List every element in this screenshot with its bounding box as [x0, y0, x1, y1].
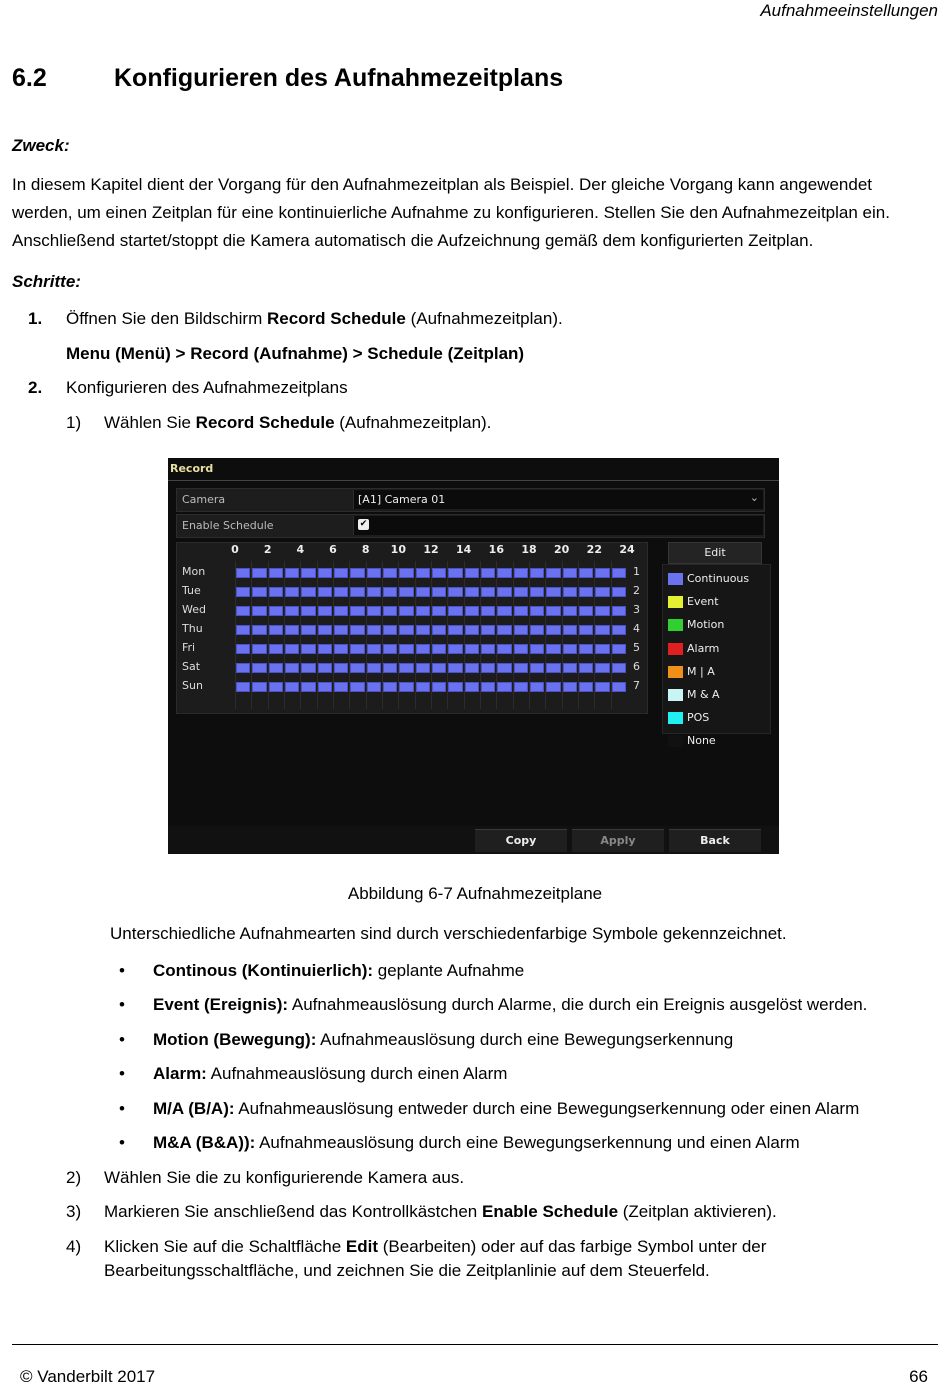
bullet-item: [153, 1099, 859, 1119]
schedule-slot-continuous[interactable]: [448, 625, 462, 635]
schedule-slot-continuous[interactable]: [497, 606, 511, 616]
hour-label: 8: [361, 543, 370, 556]
camera-label: Camera: [182, 493, 226, 506]
schedule-slot-continuous[interactable]: [236, 644, 250, 654]
schedule-slot-continuous[interactable]: [465, 587, 479, 597]
schedule-slot-continuous[interactable]: [497, 644, 511, 654]
enable-schedule-checkbox[interactable]: ✔: [359, 519, 368, 529]
schedule-slot-continuous[interactable]: [497, 682, 511, 692]
bullet-term: Continous (Kontinuierlich):: [153, 961, 374, 980]
schedule-slot-continuous[interactable]: [318, 663, 332, 673]
schedule-slot-continuous[interactable]: [612, 663, 626, 673]
schedule-slot-continuous[interactable]: [318, 587, 332, 597]
bullet-description: Aufnahmeauslösung durch einen Alarm: [206, 1064, 508, 1084]
schedule-slot-continuous[interactable]: [236, 682, 250, 692]
schedule-slot-continuous[interactable]: [236, 568, 250, 578]
enable-schedule-label: Enable Schedule: [182, 519, 274, 532]
schedule-slot-continuous[interactable]: [432, 587, 446, 597]
schedule-slot-continuous[interactable]: [252, 644, 266, 654]
bullet-item: [153, 1064, 507, 1084]
schedule-slot-continuous[interactable]: [383, 625, 397, 635]
chevron-down-icon: ⌄: [749, 491, 759, 504]
schedule-slot-continuous[interactable]: [416, 587, 430, 597]
schedule-slot-continuous[interactable]: [269, 587, 283, 597]
schedule-slot-continuous[interactable]: [563, 644, 577, 654]
copy-button[interactable]: Copy: [475, 829, 567, 852]
schedule-slot-continuous[interactable]: [563, 663, 577, 673]
schedule-slot-continuous[interactable]: [481, 568, 495, 578]
schedule-slot-continuous[interactable]: [465, 644, 479, 654]
bullet-item: [153, 961, 524, 981]
step-2-text: Konfigurieren des Aufnahmezeitplans: [66, 378, 348, 397]
schedule-slot-continuous[interactable]: [481, 663, 495, 673]
schedule-slot-continuous[interactable]: [269, 568, 283, 578]
schedule-slot-continuous[interactable]: [334, 682, 348, 692]
schedule-slot-continuous[interactable]: [432, 606, 446, 616]
schedule-slot-continuous[interactable]: [481, 644, 495, 654]
hour-label: 2: [263, 543, 272, 556]
step-2-number: 2.: [28, 378, 43, 397]
substep-2-text: Wählen Sie die zu konfigurierende Kamera aus.: [104, 1168, 465, 1187]
schedule-slot-continuous[interactable]: [579, 663, 593, 673]
day-index: 1: [633, 565, 640, 578]
bullet-icon: •: [119, 1098, 125, 1118]
bullet-term: M&A (B&A)):: [153, 1133, 256, 1152]
schedule-slot-continuous[interactable]: [350, 644, 364, 654]
schedule-slot-continuous[interactable]: [612, 644, 626, 654]
legend-swatch: [668, 666, 683, 678]
schedule-slot-continuous[interactable]: [301, 625, 315, 635]
schedule-slot-continuous[interactable]: [269, 644, 283, 654]
substep-1-text: [104, 413, 491, 433]
schedule-slot-continuous[interactable]: [481, 606, 495, 616]
schedule-slot-continuous[interactable]: [252, 663, 266, 673]
legend-label: POS: [687, 711, 710, 725]
schedule-slot-continuous[interactable]: [383, 663, 397, 673]
schedule-slot-continuous[interactable]: [563, 625, 577, 635]
substep-1-post: (Aufnahmezeitplan).: [334, 413, 492, 432]
schedule-slot-continuous[interactable]: [612, 587, 626, 597]
schedule-slot-continuous[interactable]: [236, 606, 250, 616]
footer-divider: [12, 1344, 938, 1345]
legend-swatch: [668, 643, 683, 655]
bullet-description: Aufnahmeauslösung durch Alarme, die durch ein Ereignis ausgelöst werden.: [288, 995, 868, 1015]
bullet-description: Aufnahmeauslösung durch eine Bewegungserkennung und einen Alarm: [255, 1133, 800, 1152]
schedule-slot-continuous[interactable]: [350, 587, 364, 597]
schedule-slot-continuous[interactable]: [546, 644, 560, 654]
schedule-slot-continuous[interactable]: [595, 682, 609, 692]
day-label: Thu: [182, 622, 203, 635]
page-number: 66: [909, 1367, 928, 1386]
schedule-slot-continuous[interactable]: [530, 568, 544, 578]
schedule-slot-continuous[interactable]: [350, 682, 364, 692]
schedule-slot-continuous[interactable]: [367, 606, 381, 616]
schedule-slot-continuous[interactable]: [530, 663, 544, 673]
schedule-slot-continuous[interactable]: [252, 587, 266, 597]
schedule-slot-continuous[interactable]: [367, 568, 381, 578]
schedule-slot-continuous[interactable]: [285, 606, 299, 616]
schedule-slot-continuous[interactable]: [367, 663, 381, 673]
schedule-slot-continuous[interactable]: [301, 568, 315, 578]
schedule-slot-continuous[interactable]: [579, 682, 593, 692]
schedule-slot-continuous[interactable]: [301, 644, 315, 654]
schedule-grid[interactable]: [176, 542, 648, 714]
schedule-slot-continuous[interactable]: [514, 682, 528, 692]
hour-label: 10: [390, 543, 406, 556]
schedule-slot-continuous[interactable]: [318, 625, 332, 635]
legend-swatch: [668, 573, 683, 585]
schedule-slot-continuous[interactable]: [269, 682, 283, 692]
day-label: Sat: [182, 660, 201, 673]
schedule-slot-continuous[interactable]: [465, 606, 479, 616]
schedule-slot-continuous[interactable]: [465, 682, 479, 692]
hour-label: 20: [554, 543, 570, 556]
schedule-slot-continuous[interactable]: [448, 606, 462, 616]
schedule-slot-continuous[interactable]: [301, 663, 315, 673]
schedule-slot-continuous[interactable]: [301, 682, 315, 692]
schedule-slot-continuous[interactable]: [432, 568, 446, 578]
schedule-slot-continuous[interactable]: [481, 682, 495, 692]
schedule-slot-continuous[interactable]: [465, 625, 479, 635]
schedule-slot-continuous[interactable]: [334, 587, 348, 597]
schedule-slot-continuous[interactable]: [579, 644, 593, 654]
substep-4-line2: Bearbeitungsschaltfläche, und zeichnen Sie die Zeitplanlinie auf dem Steuerfeld.: [104, 1261, 710, 1280]
hour-label: 24: [619, 543, 635, 556]
schedule-slot-continuous[interactable]: [546, 625, 560, 635]
schedule-slot-continuous[interactable]: [563, 587, 577, 597]
day-index: 3: [633, 603, 640, 616]
schedule-slot-continuous[interactable]: [416, 568, 430, 578]
legend-swatch: [668, 735, 683, 747]
schedule-slot-continuous[interactable]: [481, 625, 495, 635]
schedule-slot-continuous[interactable]: [318, 568, 332, 578]
schedule-slot-continuous[interactable]: [399, 663, 413, 673]
purpose-label: Zweck:: [12, 136, 70, 155]
step-1-post: (Aufnahmezeitplan).: [405, 309, 563, 328]
schedule-slot-continuous[interactable]: [465, 663, 479, 673]
hour-label: 0: [231, 543, 239, 556]
schedule-slot-continuous[interactable]: [334, 568, 348, 578]
schedule-slot-continuous[interactable]: [530, 606, 544, 616]
schedule-slot-continuous[interactable]: [399, 606, 413, 616]
schedule-slot-continuous[interactable]: [269, 606, 283, 616]
schedule-slot-continuous[interactable]: [432, 644, 446, 654]
schedule-slot-continuous[interactable]: [432, 663, 446, 673]
schedule-slot-continuous[interactable]: [595, 663, 609, 673]
schedule-slot-continuous[interactable]: [301, 587, 315, 597]
hour-label: 14: [456, 543, 472, 556]
enable-schedule-row: [176, 514, 765, 538]
hour-label: 4: [296, 543, 305, 556]
day-label: Wed: [182, 603, 206, 616]
running-header: Aufnahmeeinstellungen: [760, 1, 938, 20]
schedule-slot-continuous[interactable]: [563, 606, 577, 616]
schedule-slot-continuous[interactable]: [399, 587, 413, 597]
purpose-line: werden, um einen Zeitplan für eine kontinuierliche Aufnahme zu konfigurieren. Stellen Sie den Aufnahmezeitplan ein.: [12, 203, 890, 222]
schedule-slot-continuous[interactable]: [579, 625, 593, 635]
schedule-slot-continuous[interactable]: [563, 682, 577, 692]
schedule-slot-continuous[interactable]: [579, 587, 593, 597]
bullet-icon: •: [119, 961, 125, 980]
legend-swatch: [668, 712, 683, 724]
bullet-icon: •: [119, 1133, 125, 1152]
schedule-slot-continuous[interactable]: [612, 568, 626, 578]
day-label: Tue: [182, 584, 201, 597]
bullet-item: [153, 1030, 733, 1050]
schedule-slot-continuous[interactable]: [416, 663, 430, 673]
schedule-slot-continuous[interactable]: [350, 625, 364, 635]
schedule-slot-continuous[interactable]: [285, 587, 299, 597]
day-index: 4: [633, 622, 640, 635]
schedule-slot-continuous[interactable]: [285, 682, 299, 692]
bullet-term: M/A (B/A):: [153, 1098, 235, 1118]
schedule-slot-continuous[interactable]: [285, 644, 299, 654]
purpose-line: In diesem Kapitel dient der Vorgang für den Aufnahmezeitplan als Beispiel. Der gleiche Vorgang kann angewendet: [12, 175, 873, 194]
section-number: 6.2: [12, 64, 47, 92]
back-button[interactable]: Back: [669, 829, 761, 852]
schedule-slot-continuous[interactable]: [579, 606, 593, 616]
schedule-slot-continuous[interactable]: [546, 682, 560, 692]
schedule-slot-continuous[interactable]: [383, 587, 397, 597]
schedule-slot-continuous[interactable]: [350, 606, 364, 616]
schedule-slot-continuous[interactable]: [416, 606, 430, 616]
schedule-slot-continuous[interactable]: [383, 644, 397, 654]
schedule-slot-continuous[interactable]: [334, 625, 348, 635]
purpose-line: Anschließend startet/stoppt die Kamera automatisch die Aufzeichnung gemäß dem konfigurierten Zeitplan.: [12, 231, 814, 250]
legend-label: Motion: [687, 618, 725, 632]
step-1-bold: Record Schedule: [266, 309, 406, 328]
apply-button[interactable]: Apply: [572, 829, 664, 852]
schedule-slot-continuous[interactable]: [367, 625, 381, 635]
substep-3-number: 3): [66, 1202, 82, 1221]
schedule-slot-continuous[interactable]: [612, 606, 626, 616]
enable-schedule-field: [353, 516, 763, 535]
camera-row: [176, 488, 765, 512]
substep-4-number: 4): [66, 1237, 82, 1256]
schedule-slot-continuous[interactable]: [318, 682, 332, 692]
schedule-slot-continuous[interactable]: [546, 568, 560, 578]
schedule-slot-continuous[interactable]: [350, 663, 364, 673]
schedule-slot-continuous[interactable]: [236, 663, 250, 673]
camera-value: [A1] Camera 01: [358, 493, 446, 506]
schedule-slot-continuous[interactable]: [367, 644, 381, 654]
legend-label: M | A: [687, 664, 715, 678]
schedule-slot-continuous[interactable]: [285, 625, 299, 635]
schedule-slot-continuous[interactable]: [350, 568, 364, 578]
legend-label: M & A: [687, 688, 720, 701]
section-title: [12, 64, 563, 93]
bullet-icon: •: [119, 1029, 125, 1049]
schedule-slot-continuous[interactable]: [367, 682, 381, 692]
schedule-slot-continuous[interactable]: [563, 568, 577, 578]
schedule-slot-continuous[interactable]: [448, 644, 462, 654]
camera-select[interactable]: [353, 490, 763, 509]
bullet-item: [153, 1133, 800, 1153]
bullet-icon: •: [119, 995, 125, 1015]
bullet-description: Aufnahmeauslösung durch eine Bewegungserkennung: [316, 1029, 734, 1049]
schedule-slot-continuous[interactable]: [530, 625, 544, 635]
schedule-slot-continuous[interactable]: [252, 568, 266, 578]
section-title-text: Konfigurieren des Aufnahmezeitplans: [114, 64, 564, 92]
schedule-slot-continuous[interactable]: [448, 663, 462, 673]
day-index: 6: [633, 660, 640, 673]
substep-1-pre: Wählen Sie: [104, 413, 196, 432]
schedule-slot-continuous[interactable]: [530, 587, 544, 597]
tab-divider: [168, 480, 779, 481]
day-label: Fri: [182, 641, 196, 654]
schedule-slot-continuous[interactable]: [269, 663, 283, 673]
edit-button[interactable]: Edit: [668, 542, 762, 564]
schedule-slot-continuous[interactable]: [448, 568, 462, 578]
schedule-slot-continuous[interactable]: [530, 682, 544, 692]
schedule-slot-continuous[interactable]: [285, 663, 299, 673]
schedule-slot-continuous[interactable]: [334, 644, 348, 654]
schedule-slot-continuous[interactable]: [546, 663, 560, 673]
bullet-term: Motion (Bewegung):: [153, 1029, 317, 1049]
step-1-number: 1.: [28, 309, 43, 328]
schedule-slot-continuous[interactable]: [252, 606, 266, 616]
legend-swatch: [668, 596, 683, 608]
schedule-slot-continuous[interactable]: [252, 625, 266, 635]
schedule-slot-continuous[interactable]: [497, 568, 511, 578]
schedule-slot-continuous[interactable]: [399, 644, 413, 654]
schedule-slot-continuous[interactable]: [301, 606, 315, 616]
schedule-slot-continuous[interactable]: [236, 587, 250, 597]
schedule-slot-continuous[interactable]: [269, 625, 283, 635]
schedule-slot-continuous[interactable]: [612, 682, 626, 692]
substep-2-number: 2): [66, 1168, 82, 1187]
schedule-slot-continuous[interactable]: [416, 644, 430, 654]
day-label: Sun: [182, 679, 203, 692]
day-label: Mon: [182, 565, 206, 578]
schedule-slot-continuous[interactable]: [530, 644, 544, 654]
schedule-slot-continuous[interactable]: [399, 568, 413, 578]
schedule-slot-continuous[interactable]: [252, 682, 266, 692]
schedule-slot-continuous[interactable]: [334, 663, 348, 673]
substep-1-number: 1): [66, 413, 82, 432]
substep-4-post: (Bearbeiten) oder auf das farbige Symbol unter der: [378, 1237, 767, 1256]
substep-4-text: [104, 1237, 766, 1257]
bullet-term: Alarm:: [153, 1064, 207, 1084]
schedule-slot-continuous[interactable]: [367, 587, 381, 597]
schedule-slot-continuous[interactable]: [497, 663, 511, 673]
hour-label: 12: [423, 543, 439, 556]
schedule-slot-continuous[interactable]: [546, 587, 560, 597]
legend-swatch: [668, 689, 683, 701]
substep-4-pre: Klicken Sie auf die Schaltfläche: [104, 1237, 346, 1256]
schedule-slot-continuous[interactable]: [448, 682, 462, 692]
schedule-slot-continuous[interactable]: [399, 625, 413, 635]
substep-3-text: [104, 1202, 777, 1222]
schedule-slot-continuous[interactable]: [595, 568, 609, 578]
schedule-slot-continuous[interactable]: [514, 663, 528, 673]
substep-3-pre: Markieren Sie anschließend das Kontrollkästchen: [104, 1202, 482, 1221]
schedule-slot-continuous[interactable]: [448, 587, 462, 597]
schedule-slot-continuous[interactable]: [612, 625, 626, 635]
schedule-slot-continuous[interactable]: [497, 625, 511, 635]
schedule-slot-continuous[interactable]: [481, 587, 495, 597]
schedule-slot-continuous[interactable]: [595, 644, 609, 654]
schedule-slot-continuous[interactable]: [285, 568, 299, 578]
substep-3-bold: Enable Schedule: [481, 1202, 619, 1221]
schedule-slot-continuous[interactable]: [465, 568, 479, 578]
schedule-slot-continuous[interactable]: [432, 625, 446, 635]
schedule-slot-continuous[interactable]: [514, 644, 528, 654]
schedule-slot-continuous[interactable]: [595, 625, 609, 635]
schedule-slot-continuous[interactable]: [334, 606, 348, 616]
schedule-slot-continuous[interactable]: [236, 625, 250, 635]
bullet-icon: •: [119, 1064, 125, 1084]
purpose-paragraph: [12, 171, 890, 255]
record-types-intro: Unterschiedliche Aufnahmearten sind durch verschiedenfarbige Symbole gekennzeichnet.: [110, 924, 787, 943]
record-tab[interactable]: Record: [170, 462, 214, 475]
record-schedule-screenshot: [168, 458, 779, 854]
schedule-slot-continuous[interactable]: [416, 682, 430, 692]
copyright: © Vanderbilt 2017: [20, 1367, 156, 1386]
schedule-slot-continuous[interactable]: [383, 682, 397, 692]
schedule-slot-continuous[interactable]: [514, 625, 528, 635]
substep-4-bold: Edit: [345, 1237, 379, 1256]
bullet-item: [153, 995, 867, 1015]
schedule-slot-continuous[interactable]: [595, 587, 609, 597]
schedule-slot-continuous[interactable]: [546, 606, 560, 616]
day-index: 2: [633, 584, 640, 597]
schedule-slot-continuous[interactable]: [497, 587, 511, 597]
schedule-slot-continuous[interactable]: [318, 606, 332, 616]
hour-label: 16: [488, 543, 504, 556]
bullet-term: Event (Ereignis):: [153, 995, 289, 1015]
schedule-slot-continuous[interactable]: [579, 568, 593, 578]
legend-label: Event: [687, 595, 719, 609]
schedule-slot-continuous[interactable]: [514, 587, 528, 597]
schedule-slot-continuous[interactable]: [383, 606, 397, 616]
legend-label: Alarm: [687, 641, 720, 655]
bullet-description: Aufnahmeauslösung entweder durch eine Bewegungserkennung oder einen Alarm: [234, 1098, 860, 1118]
schedule-slot-continuous[interactable]: [383, 568, 397, 578]
substep-3-post: (Zeitplan aktivieren).: [618, 1202, 777, 1221]
schedule-slot-continuous[interactable]: [432, 682, 446, 692]
steps-label: Schritte:: [12, 272, 81, 291]
schedule-slot-continuous[interactable]: [595, 606, 609, 616]
step-1-pre: Öffnen Sie den Bildschirm: [66, 309, 267, 328]
schedule-slot-continuous[interactable]: [399, 682, 413, 692]
schedule-slot-continuous[interactable]: [318, 644, 332, 654]
legend-label: None: [687, 734, 716, 748]
hour-label: 18: [521, 543, 537, 556]
hour-label: 6: [329, 543, 337, 556]
substep-1-bold: Record Schedule: [195, 413, 335, 432]
hour-label: 22: [586, 543, 602, 556]
step-1-text: [66, 309, 563, 329]
menu-path: Menu (Menü) > Record (Aufnahme) > Schedule (Zeitplan): [66, 344, 525, 363]
schedule-slot-continuous[interactable]: [514, 606, 528, 616]
figure-caption: Abbildung 6-7 Aufnahmezeitplane: [347, 884, 603, 903]
legend-label: Continuous: [687, 572, 750, 585]
legend-swatch: [668, 619, 683, 631]
day-index: 5: [633, 641, 640, 654]
day-index: 7: [633, 679, 640, 692]
bullet-description: geplante Aufnahme: [373, 961, 525, 980]
schedule-slot-continuous[interactable]: [514, 568, 528, 578]
schedule-slot-continuous[interactable]: [416, 625, 430, 635]
